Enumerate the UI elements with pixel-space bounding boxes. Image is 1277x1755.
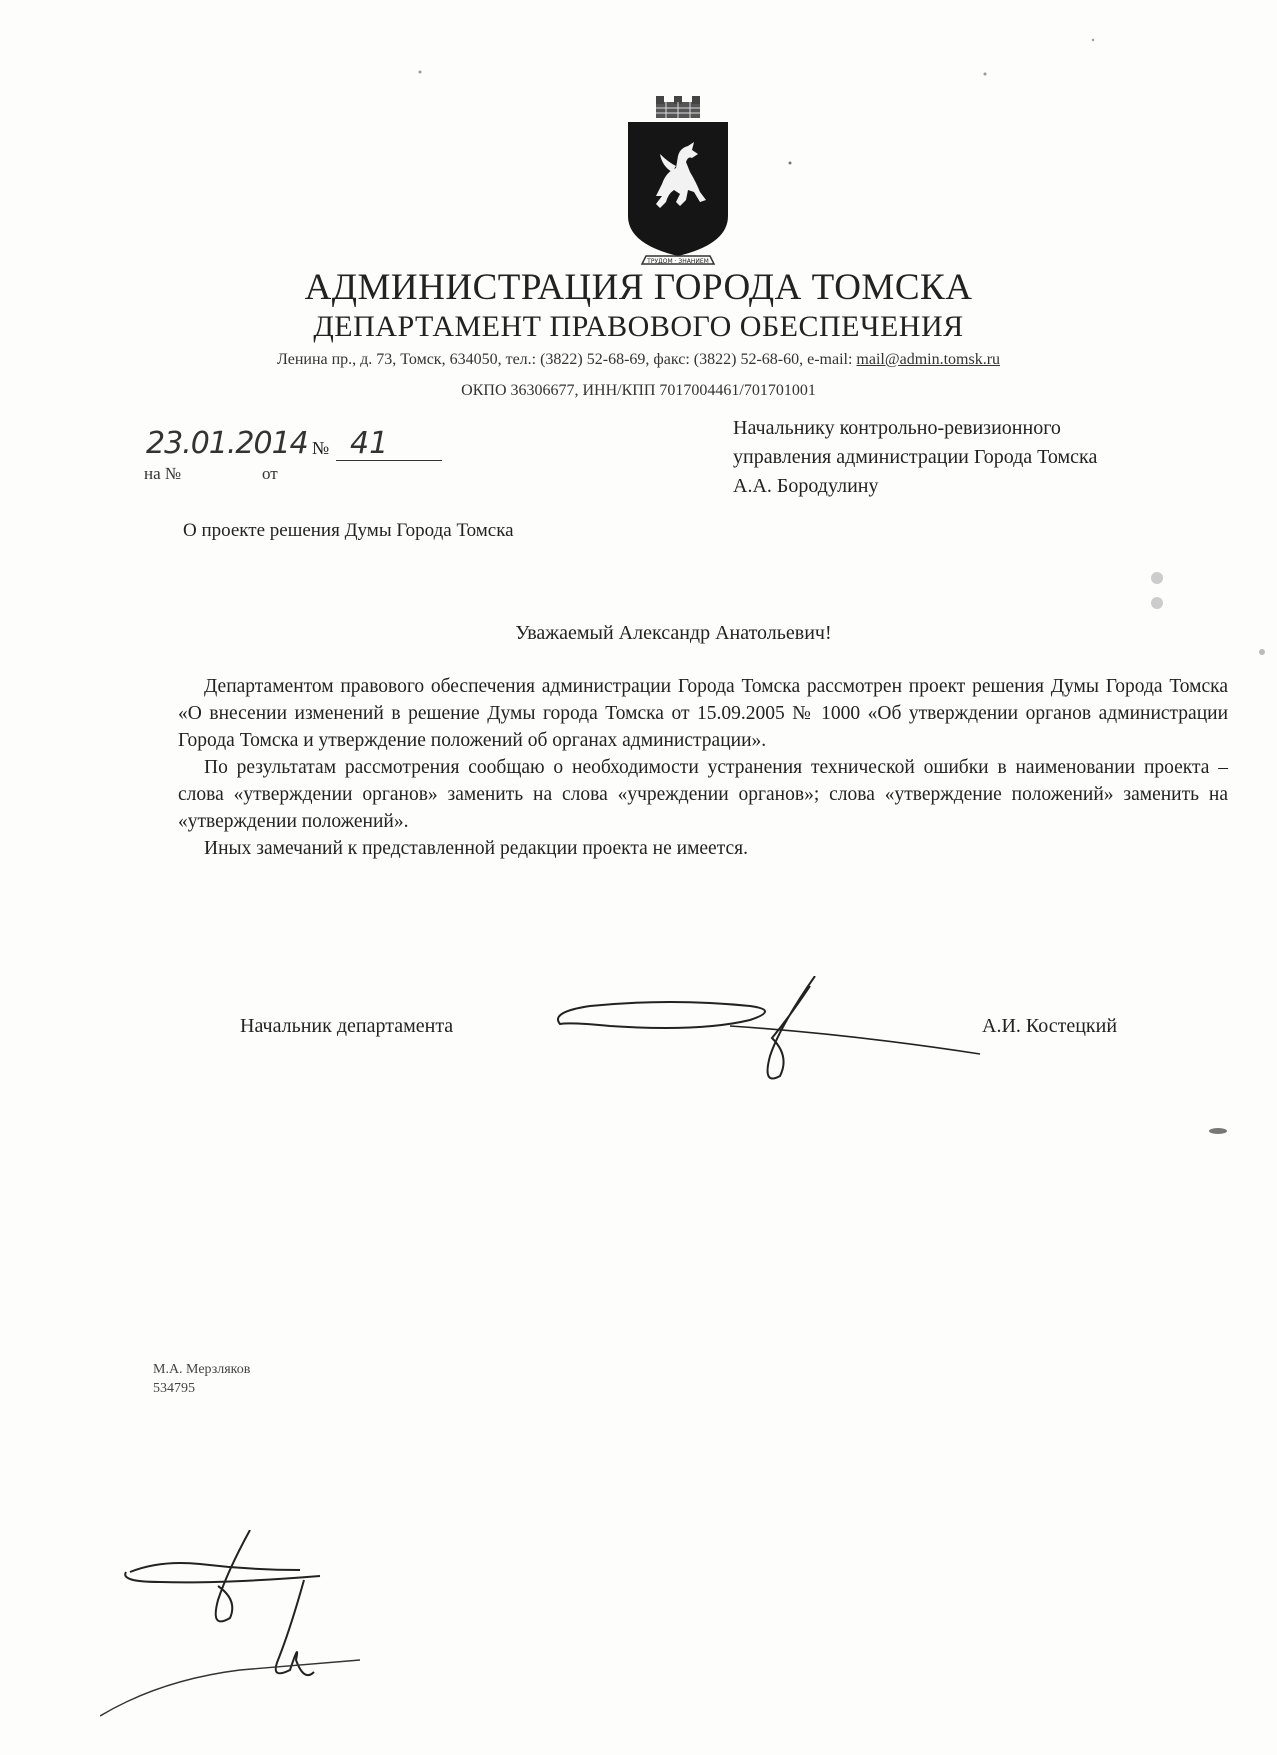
letter-subject: О проекте решения Думы Города Томска — [183, 520, 514, 541]
addressee-block — [733, 414, 1097, 501]
addressee-line: А.А. Бородулину — [733, 475, 879, 497]
addressee-line: управления администрации Города Томска — [733, 446, 1098, 468]
org-title: АДМИНИСТРАЦИЯ ГОРОДА ТОМСКА — [304, 267, 973, 308]
executor-block — [153, 1360, 250, 1398]
visa-signature-icon — [100, 1530, 420, 1730]
executor-phone: 534795 — [153, 1381, 195, 1396]
city-crest — [622, 96, 734, 276]
executor-name: М.А. Мерзляков — [153, 1362, 251, 1377]
addressee-line: Начальнику контрольно-ревизионного — [733, 417, 1061, 439]
body-paragraph: По результатам рассмотрения сообщаю о необходимости устранения технической ошибки в наименовании проекта – слова «утверждении органов» заменить на слова «учреждении органов»; слова «утверждение положений» заменить на «утверждении положений». — [178, 757, 1228, 832]
crest-motto: ТРУДОМ · ЗНАНИЕМ — [647, 258, 709, 265]
letter-body — [178, 673, 1228, 862]
department-title: ДЕПАРТАМЕНТ ПРАВОВОГО ОБЕСПЕЧЕНИЯ — [313, 310, 964, 343]
registration-date: 23.01.2014 — [146, 426, 308, 461]
contact-text: Ленина пр., д. 73, Томск, 634050, тел.: (3822) 52-68-69, факс: (3822) 52-68-60, e-mail: — [276, 351, 857, 368]
body-paragraph: Департаментом правового обеспечения администрации Города Томска рассмотрен проект решения Думы Города Томска «О внесении изменений в решение Думы города Томска от 15.09.2005 № 1000 «Об утверждении органов администрации Города Томска и утверждение положений об органах администрации». — [178, 676, 1228, 751]
body-paragraph: Иных замечаний к представленной редакции проекта не имеется. — [204, 838, 748, 859]
signer-name: А.И. Костецкий — [982, 1015, 1118, 1037]
okpo-line: ОКПО 36306677, ИНН/КПП 7017004461/701701001 — [461, 382, 816, 399]
salutation: Уважаемый Александр Анатольевич! — [515, 622, 832, 644]
reference-date-label: от — [262, 464, 278, 483]
email-link[interactable]: mail@admin.tomsk.ru — [856, 351, 1001, 368]
handwritten-signature-icon — [550, 976, 990, 1096]
signer-title: Начальник департамента — [240, 1015, 454, 1037]
contact-line — [0, 351, 1277, 369]
registration-underline — [336, 460, 442, 461]
reference-number-label: на № — [144, 464, 182, 483]
registration-number-label: № — [312, 438, 330, 458]
registration-number: 41 — [350, 426, 389, 461]
